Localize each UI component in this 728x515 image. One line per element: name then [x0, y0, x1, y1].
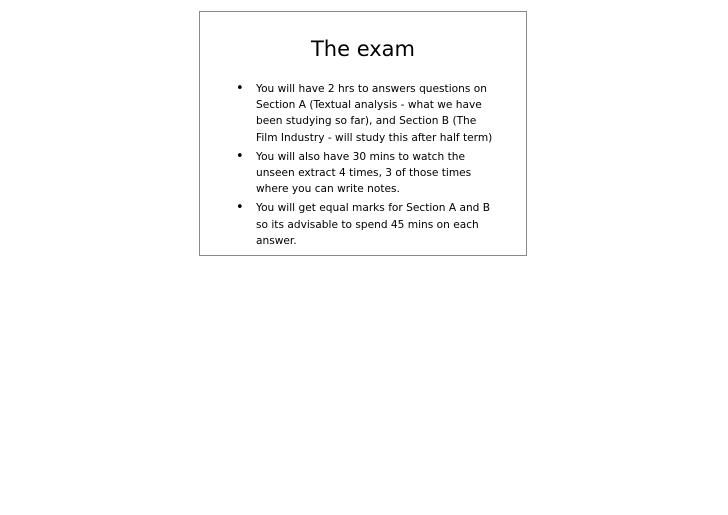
bullet-item: [236, 200, 498, 249]
bullet-text: You will also have 30 mins to watch the unseen extract 4 times, 3 of those times where you can write notes.: [256, 150, 472, 196]
bullet-icon: •: [236, 148, 244, 164]
bullet-text: You will get equal marks for Section A and B so its advisable to spend 45 mins on each answer.: [256, 202, 491, 247]
bullet-text: You will have 2 hrs to answers questions on Section A (Textual analysis - what we have been studying so far), and Section B (The Film Industry - will study this after half term): [256, 83, 493, 144]
bullet-item: [236, 149, 498, 198]
bullet-item: [236, 81, 498, 146]
slide-title: The exam: [310, 37, 416, 61]
bullet-icon: •: [236, 200, 244, 216]
slide: [199, 11, 527, 256]
bullet-list: [236, 81, 498, 252]
bullet-icon: •: [236, 81, 244, 96]
